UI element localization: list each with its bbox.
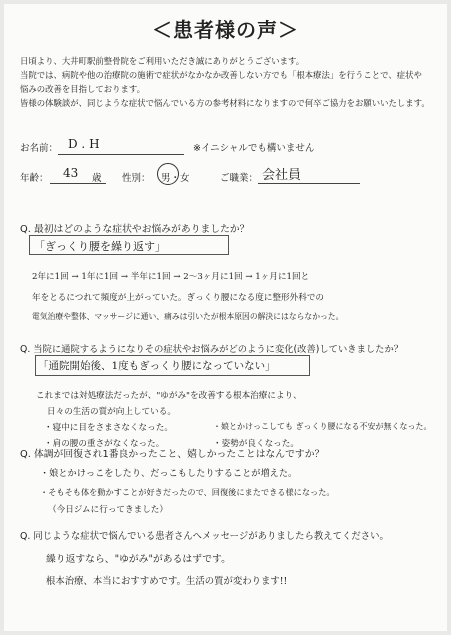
sex-value: 男・女 (161, 173, 190, 184)
name-note: ※イニシャルでも構いません (193, 143, 315, 154)
job-value: 会社員 (262, 168, 302, 183)
job-label: ご職業： (220, 173, 259, 184)
answer-3-line-1: ・娘とかけっこをしたり、だっこもしたりすることが増えた。 (40, 468, 298, 479)
answer-1-line-1: 2年に1回 → 1年に1回 → 半年に1回 → 2〜3ヶ月に1回 → 1ヶ月に1回と (32, 272, 310, 282)
intro-line-4: 皆様の体験談が、同じような症状で悩んでいる方の参考材料になりますので何卒ご協力をお願いいたします。 (20, 98, 430, 108)
answer-1-line-2: 年をとるにつれて頻度が上がっていた。ぎっくり腰になる度に整形外科での (32, 293, 325, 303)
answer-3-line-2: ・そもそも体を動かすことが好きだったので、回復後にまたできる様になった。 (40, 487, 335, 497)
intro-line-3: 悩みの改善を目指しております。 (20, 84, 145, 94)
page-title: ＜患者様の声＞ (152, 18, 299, 42)
job-underline (258, 183, 360, 184)
sex-label: 性別： (122, 173, 151, 184)
question-1: Q. 最初はどのような症状やお悩みがありましたか？ (20, 224, 250, 235)
name-value: D . H (68, 137, 100, 151)
answer-2-line-4: ・娘とかけっこしても ぎっくり腰になる不安が無くなった。 (213, 422, 432, 431)
answer-3-line-3: （今日ジムに行ってきました） (48, 505, 168, 515)
question-4: Q. 同じような症状で悩んでいる患者さんへメッセージがありましたら教えてください。 (20, 531, 389, 542)
answer-2-line-6: ・姿勢が良くなった。 (213, 439, 299, 449)
answer-1-line-3: 電気治療や整体、マッサージに通い、痛みは引いたが根本原因の解決にはならなかった。 (32, 312, 344, 321)
name-label: お名前： (20, 143, 59, 154)
answer-2-line-5: ・肩の腰の重さがなくなった。 (44, 439, 165, 449)
answer-4-line-2: 根本治療、本当におすすめです。生活の質が変わります!! (46, 576, 288, 587)
question-2: Q. 当院に通院するようになりその症状やお悩みがどのように変化(改善)していきましたか？ (20, 344, 404, 355)
age-unit: 歳 (92, 173, 102, 184)
name-underline (58, 154, 184, 155)
age-value: 43 (63, 166, 79, 180)
intro-line-2: 当院では、病院や他の治療院の施術で症状がなかなか改善しない方でも「根本療法」を行うことで、症状や (20, 70, 422, 80)
intro-line-1: 日頃より、大井町駅前整骨院をご利用いただき誠にありがとうございます。 (20, 56, 305, 66)
answer-1-boxed: 「ぎっくり腰を繰り返す」 (34, 240, 166, 253)
answer-2-line-3: ・寝中に目をさまさなくなった。 (44, 423, 173, 433)
answer-4-line-1: 繰り返すなら、"ゆがみ"があるはずです。 (46, 554, 231, 565)
answer-2-line-1: これまでは対処療法だったが、"ゆがみ"を改善する根本治療により、 (36, 391, 302, 401)
answer-2-line-2: 日々の生活の質が向上している。 (47, 407, 176, 417)
question-3: Q. 体調が回復され1番良かったこと、嬉しかったことはなんですか？ (20, 449, 325, 460)
answer-2-boxed: 「通院開始後、1度もぎっくり腰になっていない」 (38, 360, 276, 372)
age-underline (50, 183, 106, 184)
age-label: 年齢： (20, 173, 49, 184)
